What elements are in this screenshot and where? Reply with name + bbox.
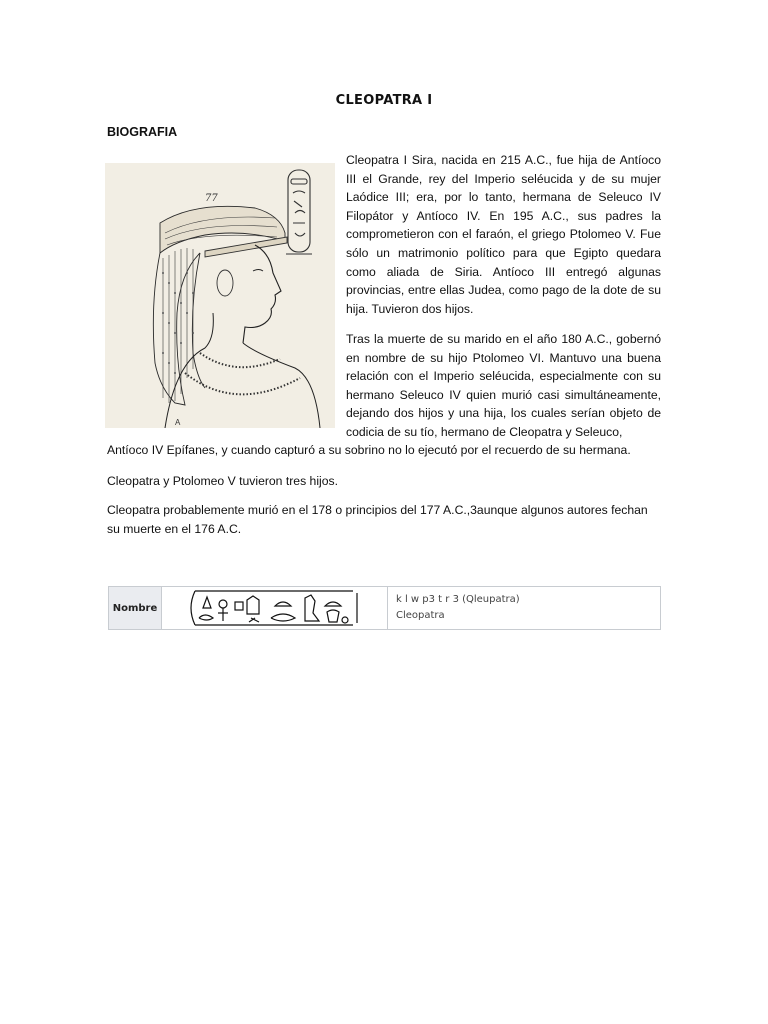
cartouche-cell — [162, 587, 388, 629]
paragraph-2-continuation: Antíoco IV Epífanes, y cuando capturó a su sobrino no lo ejecutó por el recuerdo de su hermana. — [107, 443, 631, 457]
name-table-label: Nombre — [109, 587, 162, 629]
paragraph-1: Cleopatra I Sira, nacida en 215 A.C., fue hija de Antíoco III el Grande, rey del Imperio seléucida y de su mujer Laódice III; era, por lo tanto, hermana de Seleuco IV Filopátor y Antíoco IV. En 195 A.C., sus padres la comprometieron con el faraón, el griego Ptolomeo V. Fue sólo un matrimonio político para que Egipto quedara como aliada de Siria. Antíoco III entregó algunas provincias, entre ellas Judea, como pago de la dote de su hija. Tuvieron dos hijos. — [346, 153, 661, 316]
section-heading-biografia: BIOGRAFIA — [107, 125, 178, 139]
svg-text:A: A — [175, 418, 181, 427]
plate-number: 77 — [205, 193, 218, 204]
name-table — [108, 586, 661, 630]
paragraph-4: Cleopatra probablemente murió en el 178 o principios del 177 A.C.,3aunque algunos autores fechan su muerte en el 176 A.C. — [107, 503, 648, 536]
portrait-figure — [105, 163, 335, 428]
document-title: CLEOPATRA I — [335, 93, 433, 108]
paragraph-3: Cleopatra y Ptolomeo V tuvieron tres hijos. — [107, 474, 338, 488]
transliteration-cell — [388, 587, 660, 629]
transliteration-text: k l w p3 t r 3 (Qleupatra) — [396, 594, 520, 605]
cartouche-hieroglyphs-icon — [185, 588, 365, 628]
name-text: Cleopatra — [396, 610, 445, 621]
paragraph-2: Tras la muerte de su marido en el año 180 A.C., gobernó en nombre de su hijo Ptolomeo VI. Mantuvo una buena relación con el Imperio seléucida, especialmente con su hermano Seleuco IV quien murió casi simultáneamente, dejando dos hijos y una hija, los cuales serían objeto de codicia de su tío, hermano de Cleopatra y Seleuco, — [346, 332, 661, 439]
egyptian-relief-portrait-icon — [105, 163, 335, 428]
